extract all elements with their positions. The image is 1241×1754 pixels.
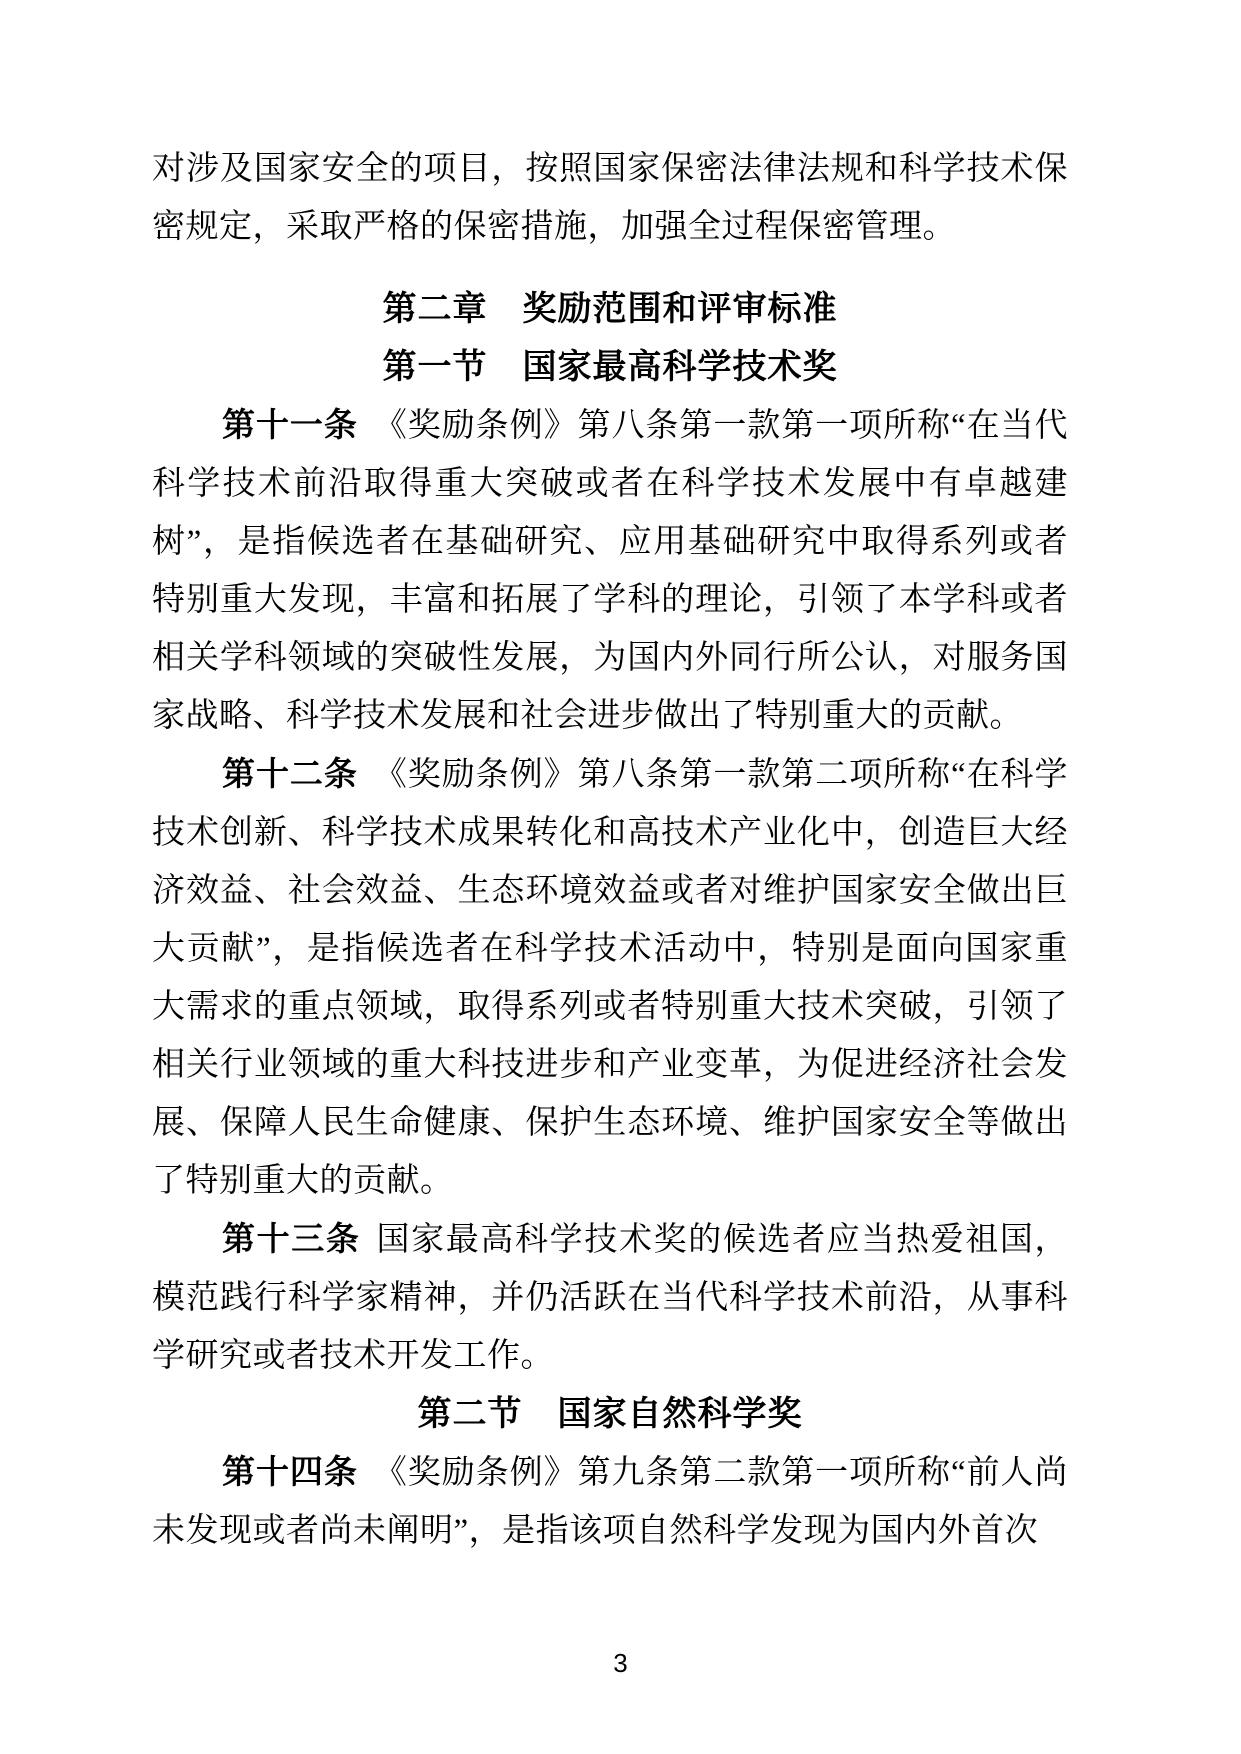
article-12-text: 《奖励条例》第八条第一款第二项所称“在科学技术创新、科学技术成果转化和高技术产业化中，创造巨大经济效益、社会效益、生态环境效益或者对维护国家安全做出巨大贡献”，是指候选者在科学技术活动中，特别是面向国家重大需求的重点领域，取得系列或者特别重大技术突破，引领了相关行业领域的重大科技进步和产业变革，为促进经济社会发展、保障人民生命健康、保护生态环境、维护国家安全等做出了特别重大的贡献。 [152, 757, 1068, 1199]
article-12 [152, 745, 1068, 1210]
article-13-label: 第十三条 [222, 1220, 361, 1257]
paragraph-secrecy-continuation: 对涉及国家安全的项目，按照国家保密法律法规和科学技术保密规定，采取严格的保密措施，加强全过程保密管理。 [152, 151, 1068, 245]
article-14-text: 《奖励条例》第九条第二款第一项所称“前人尚未发现或者尚未阐明”，是指该项自然科学发现为国内外首次 [152, 1455, 1068, 1549]
article-11-text: 《奖励条例》第八条第一款第一项所称“在当代科学技术前沿取得重大突破或者在科学技术发展中有卓越建树”，是指候选者在基础研究、应用基础研究中取得系列或者特别重大发现，丰富和拓展了学科的理论，引领了本学科或者相关学科领域的突破性发展，为国内外同行所公认，对服务国家战略、科学技术发展和社会进步做出了特别重大的贡献。 [152, 408, 1068, 734]
article-14 [152, 1443, 1068, 1560]
article-14-label: 第十四条 [222, 1453, 358, 1490]
article-13 [152, 1210, 1068, 1385]
article-11 [152, 396, 1068, 745]
article-12-label: 第十二条 [222, 755, 358, 792]
section-2-heading: 第二节 国家自然科学奖 [417, 1395, 803, 1433]
article-11-label: 第十一条 [222, 406, 358, 443]
article-13-text: 国家最高科学技术奖的候选者应当热爱祖国，模范践行科学家精神，并仍活跃在当代科学技术前沿，从事科学研究或者技术开发工作。 [152, 1222, 1069, 1374]
chapter-2-heading: 第二章 奖励范围和评审标准 [382, 290, 838, 328]
page-number: 3 [613, 1648, 628, 1678]
section-1-heading: 第一节 国家最高科学技术奖 [382, 348, 838, 386]
